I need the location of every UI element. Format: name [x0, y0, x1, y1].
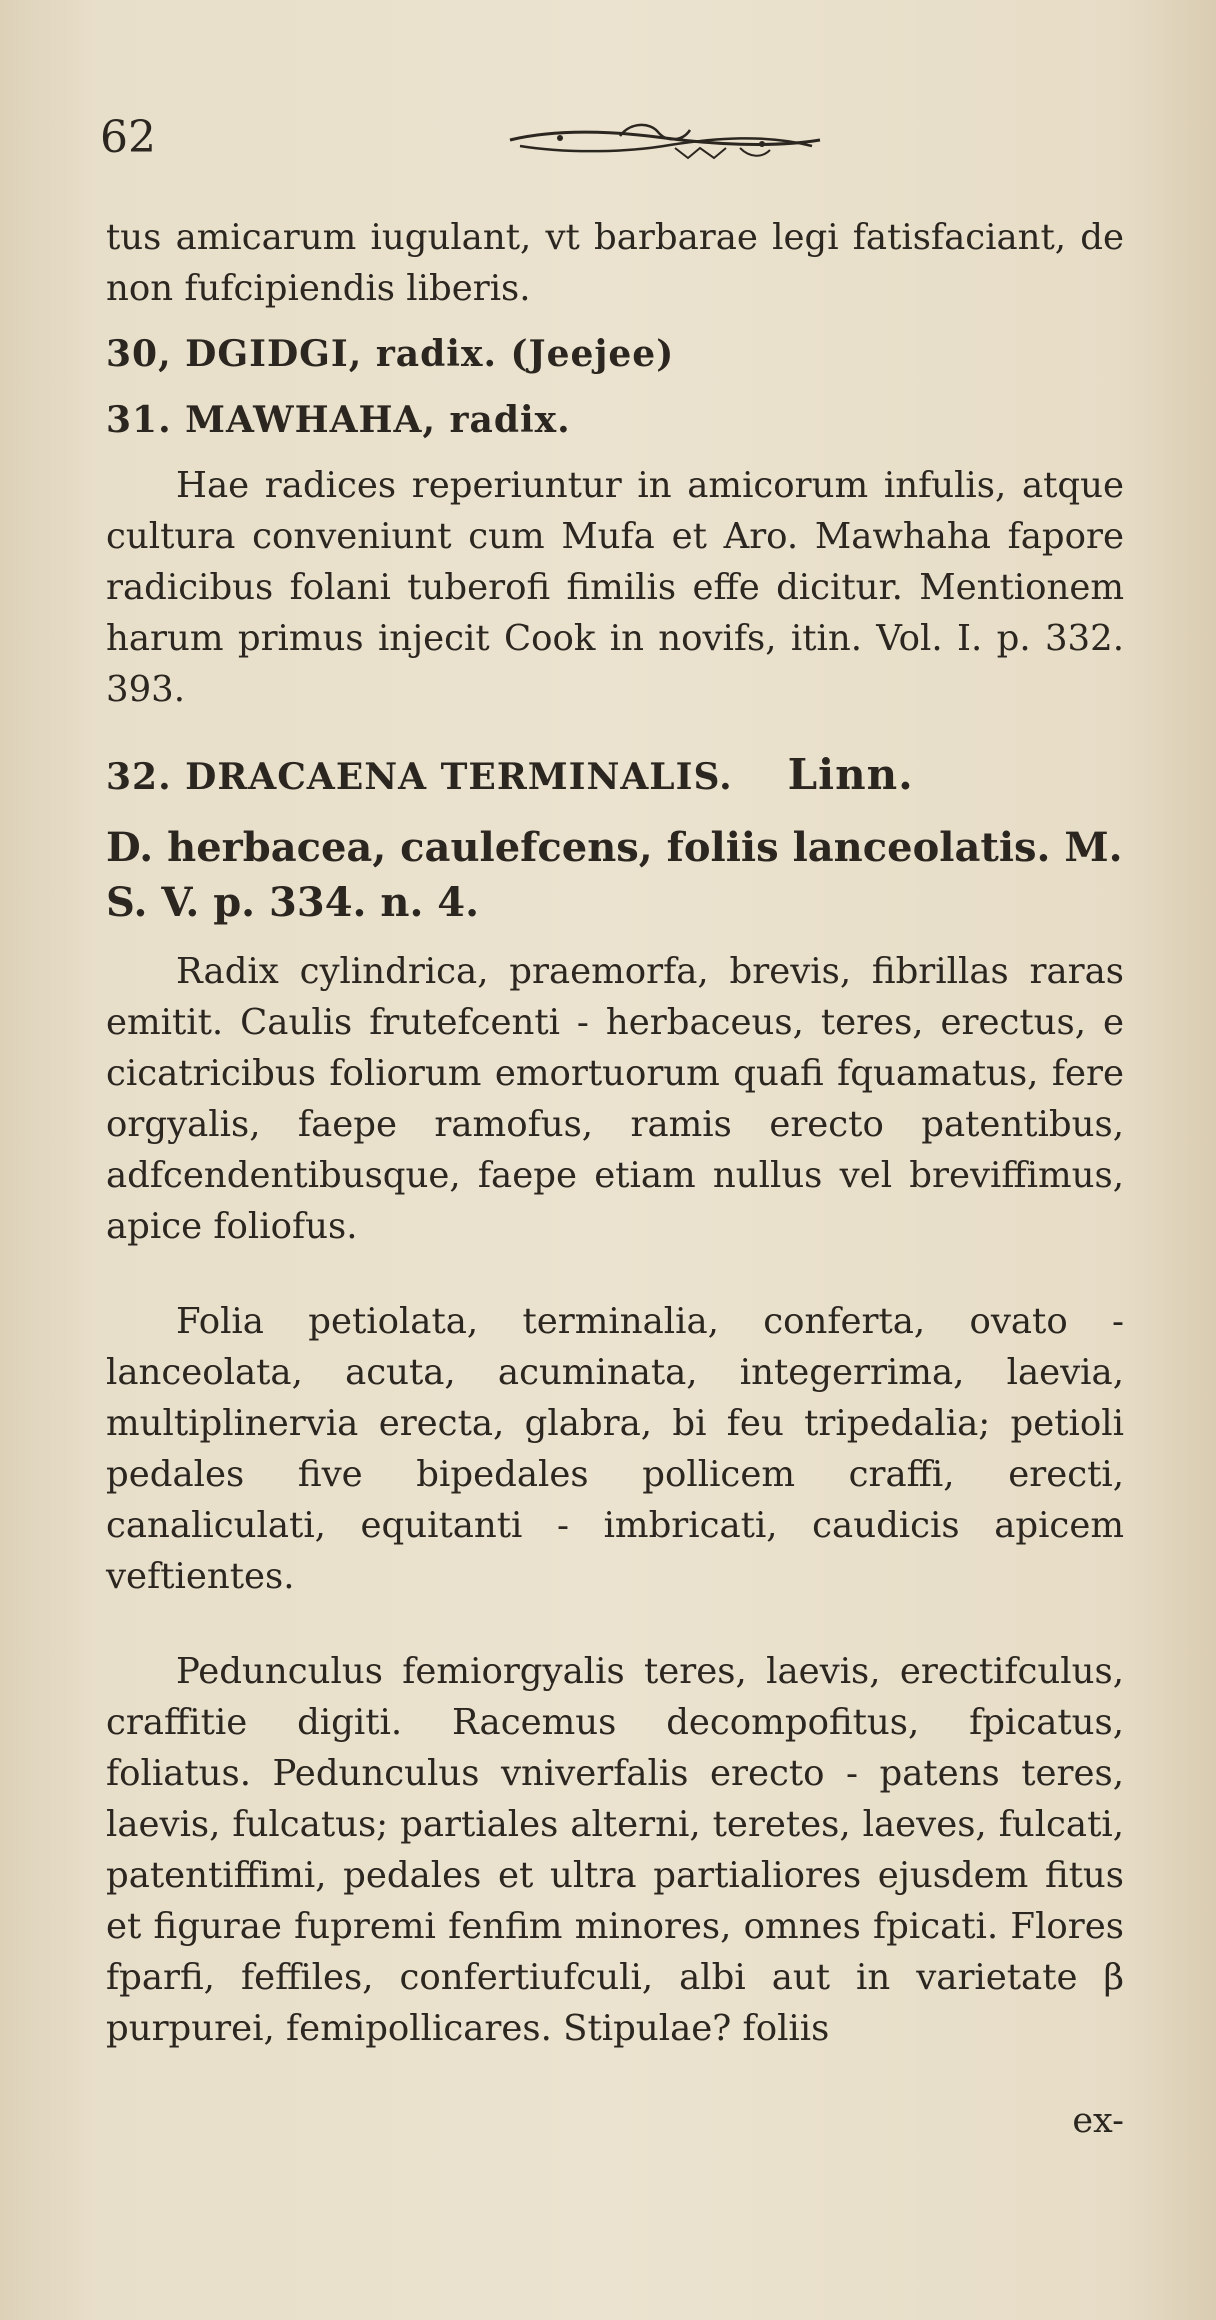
entry-32-author: Linn.	[787, 750, 914, 799]
species-diagnosis: D. herbacea, caulefcens, foliis lanceolatis. M. S. V. p. 334. n. 4.	[106, 824, 1123, 926]
paragraph-radices: Hae radices reperiuntur in amicorum infulis, atque cultura conveniunt cum Mufa et Aro. Mawhaha fapore radicibus folani tuberofi fimilis effe dicitur. Mentionem harum primus injecit Cook in novifs, itin. Vol. I. p. 332. 393.	[106, 465, 1124, 710]
paragraph-radix: Radix cylindrica, praemorfa, brevis, fibrillas raras emitit. Caulis frutefcenti - herbaceus, teres, erectus, e cicatricibus foliorum emortuorum quafi fquamatus, fere orgyalis, faepe ramofus, ramis erecto patentibus, adfcendentibusque, faepe etiam nullus vel breviffimus, apice foliofus.	[106, 951, 1124, 1247]
paragraph-continuation: tus amicarum iugulant, vt barbarae legi fatisfaciant, de non fufcipiendis liberis.	[106, 217, 1124, 309]
flourish-ornament-icon	[500, 118, 830, 162]
paragraph-folia: Folia petiolata, terminalia, conferta, ovato - lanceolata, acuta, acuminata, integerrima, laevia, multiplinervia erecta, glabra, bi feu tripedalia; petioli pedales five bipedales pollicem craffi, erecti, canaliculati, equitanti - imbricati, caudicis apicem veftientes.	[106, 1301, 1124, 1597]
entry-32-heading	[106, 749, 1124, 804]
entry-32-name: 32. DRACAENA TERMINALIS.	[106, 756, 733, 798]
page-header	[100, 108, 1120, 168]
catchword: ex-	[1072, 2101, 1124, 2141]
entry-31-heading: 31. MAWHAHA, radix.	[106, 399, 571, 441]
paragraph-pedunculus: Pedunculus femiorgyalis teres, laevis, erectifculus, craffitie digiti. Racemus decompofitus, fpicatus, foliatus. Pedunculus vniverfalis erecto - patens teres, laevis, fulcatus; partiales alterni, teretes, laeves, fulcati, patentiffimi, pedales et ultra partialiores ejusdem fitus et figurae fupremi fenfim minores, omnes fpicati. Flores fparfi, feffiles, confertiufculi, albi aut in varietate β purpurei, femipollicares. Stipulae? foliis	[106, 1651, 1124, 2049]
entry-30-heading: 30, DGIDGI, radix. (Jeejee)	[106, 333, 675, 375]
page-number: 62	[100, 112, 156, 163]
page-body	[106, 212, 1124, 2054]
